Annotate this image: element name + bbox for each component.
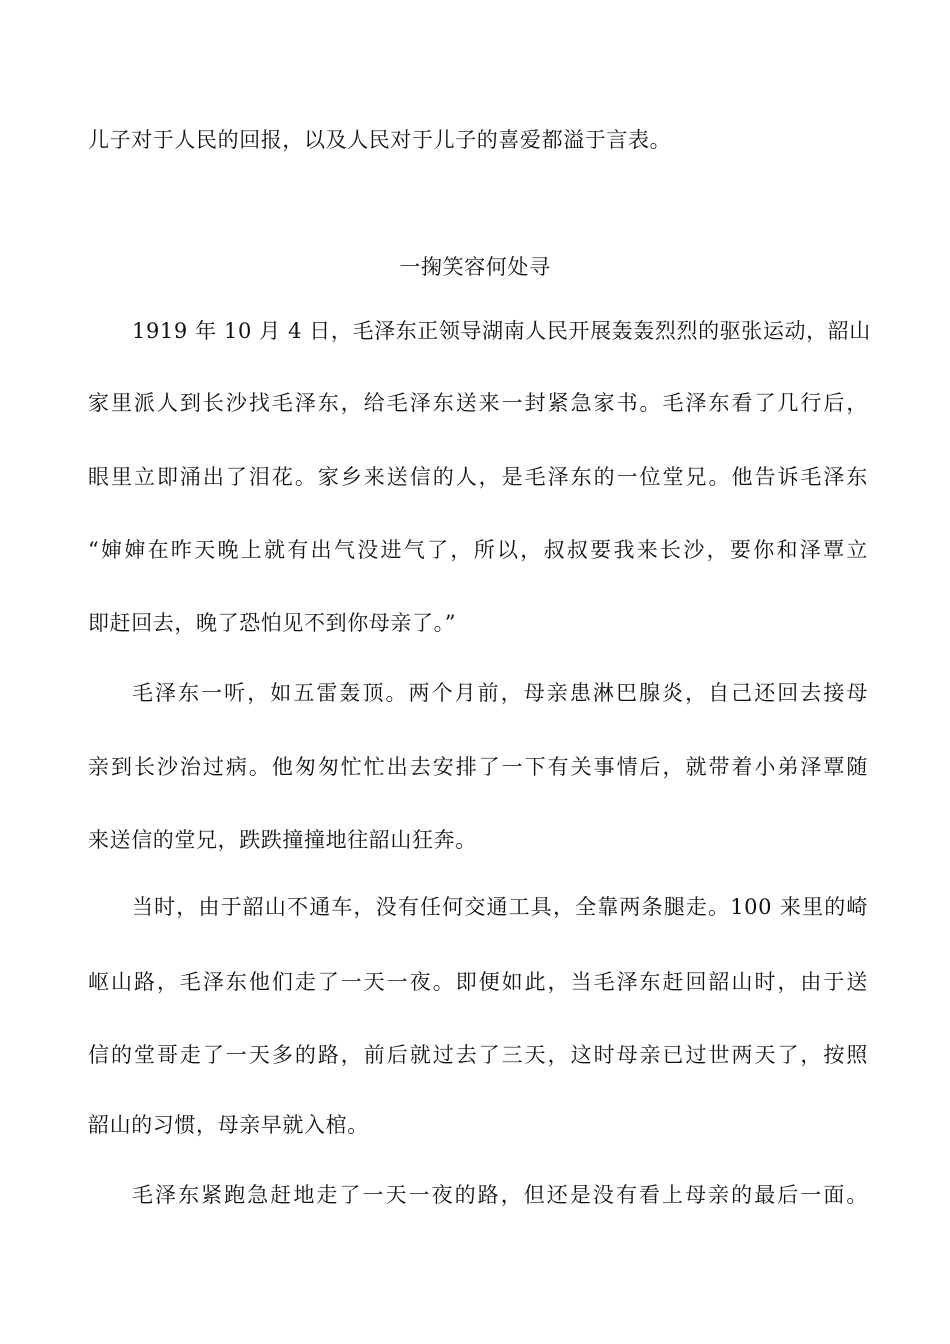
section-title: 一掬笑容何处寻	[399, 255, 551, 279]
paragraph-1-line-4: “婶婶在昨天晚上就有出气没进气了，所以，叔叔要我来长沙，要你和泽覃立	[88, 538, 868, 562]
paragraph-4-line-1: 毛泽东紧跑急赶地走了一天一夜的路，但还是没有看上母亲的最后一面。	[132, 1183, 868, 1207]
paragraph-1-line-5: 即赶回去，晚了恐怕见不到你母亲了。”	[88, 611, 457, 635]
paragraph-1-line-2: 家里派人到长沙找毛泽东，给毛泽东送来一封紧急家书。毛泽东看了几行后，	[88, 391, 868, 415]
carryover-line: 儿子对于人民的回报，以及人民对于儿子的喜爱都溢于言表。	[88, 128, 672, 152]
paragraph-3-line-3: 信的堂哥走了一天多的路，前后就过去了三天，这时母亲已过世两天了，按照	[88, 1043, 868, 1067]
paragraph-3-line-4: 韶山的习惯，母亲早就入棺。	[88, 1113, 369, 1137]
paragraph-2-line-1: 毛泽东一听，如五雷轰顶。两个月前，母亲患淋巴腺炎，自己还回去接母	[132, 681, 868, 705]
paragraph-1-line-3: 眼里立即涌出了泪花。家乡来送信的人，是毛泽东的一位堂兄。他告诉毛泽东	[88, 465, 868, 489]
paragraph-2-line-3: 来送信的堂兄，跌跌撞撞地往韶山狂奔。	[88, 828, 477, 852]
paragraph-2-line-2: 亲到长沙治过病。他匆匆忙忙出去安排了一下有关事情后，就带着小弟泽覃随	[88, 755, 868, 779]
paragraph-3-line-2: 岖山路，毛泽东他们走了一天一夜。即便如此，当毛泽东赶回韶山时，由于送	[88, 970, 868, 994]
paragraph-1-line-1: 1919 年 10 月 4 日，毛泽东正领导湖南人民开展轰轰烈烈的驱张运动，韶山	[132, 319, 871, 343]
paragraph-3-line-1: 当时，由于韶山不通车，没有任何交通工具，全靠两条腿走。100 来里的崎	[132, 895, 868, 919]
